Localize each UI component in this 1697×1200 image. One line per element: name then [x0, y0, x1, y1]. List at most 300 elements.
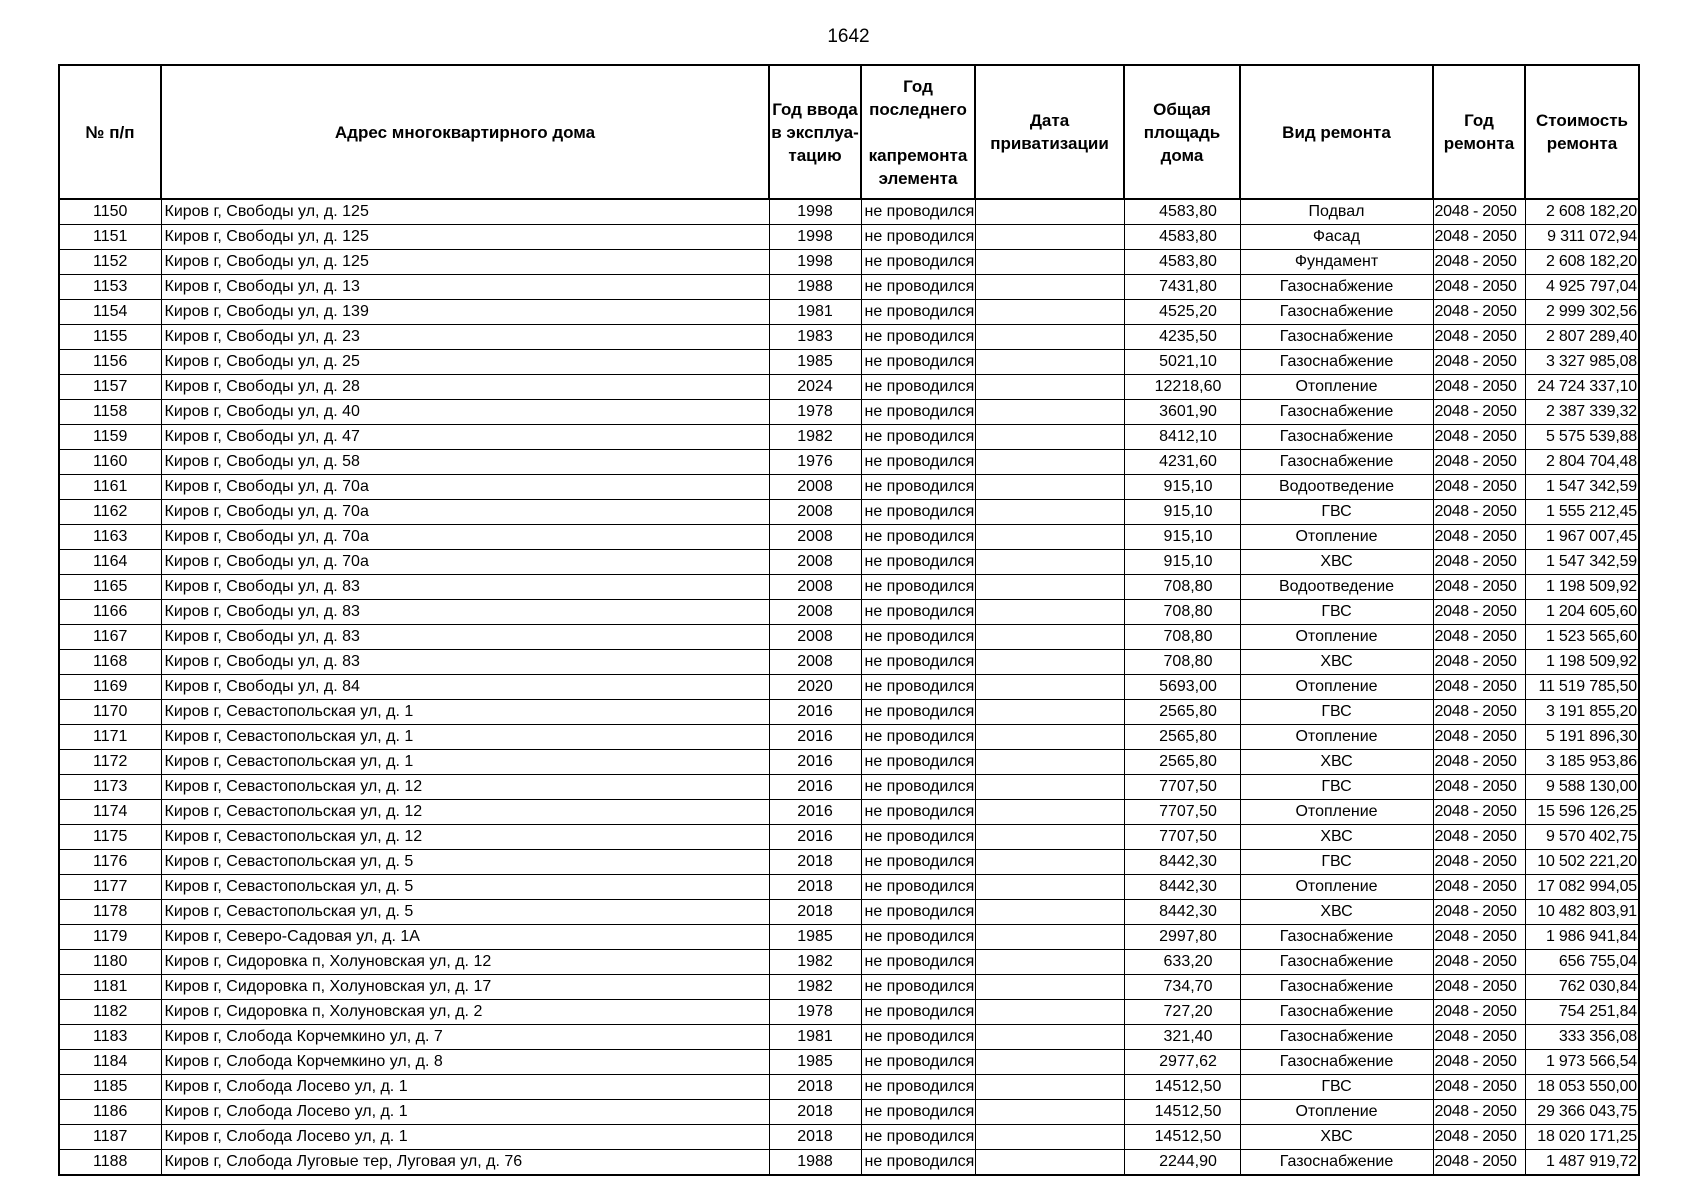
row-repair-year: 2048 - 2050	[1433, 775, 1525, 800]
row-area: 5693,00	[1124, 675, 1240, 700]
row-year-built: 1988	[769, 1150, 861, 1176]
row-cost: 18 053 550,00	[1525, 1075, 1639, 1100]
header-repair-year: Год ремонта	[1433, 65, 1525, 199]
row-last-repair: не проводился	[861, 575, 975, 600]
row-address: Киров г, Свободы ул, д. 58	[161, 450, 769, 475]
row-address: Киров г, Свободы ул, д. 125	[161, 250, 769, 275]
row-num: 1155	[59, 325, 161, 350]
row-privatization	[975, 375, 1124, 400]
row-num: 1186	[59, 1100, 161, 1125]
row-repair-type: ХВС	[1240, 1125, 1433, 1150]
row-repair-year: 2048 - 2050	[1433, 1150, 1525, 1176]
table-row	[59, 350, 1639, 375]
row-area: 321,40	[1124, 1025, 1240, 1050]
row-address: Киров г, Слобода Корчемкино ул, д. 8	[161, 1050, 769, 1075]
row-num: 1177	[59, 875, 161, 900]
row-address: Киров г, Севастопольская ул, д. 5	[161, 875, 769, 900]
row-repair-type: ГВС	[1240, 600, 1433, 625]
table-row	[59, 550, 1639, 575]
row-num: 1175	[59, 825, 161, 850]
table-row	[59, 375, 1639, 400]
row-repair-year: 2048 - 2050	[1433, 900, 1525, 925]
row-repair-year: 2048 - 2050	[1433, 300, 1525, 325]
row-repair-year: 2048 - 2050	[1433, 350, 1525, 375]
row-address: Киров г, Севастопольская ул, д. 5	[161, 900, 769, 925]
row-cost: 3 327 985,08	[1525, 350, 1639, 375]
row-cost: 1 967 007,45	[1525, 525, 1639, 550]
row-num: 1156	[59, 350, 161, 375]
row-repair-type: Газоснабжение	[1240, 1050, 1433, 1075]
row-cost: 1 986 941,84	[1525, 925, 1639, 950]
table-row	[59, 700, 1639, 725]
row-repair-year: 2048 - 2050	[1433, 199, 1525, 225]
row-privatization	[975, 275, 1124, 300]
row-cost: 1 198 509,92	[1525, 575, 1639, 600]
row-area: 2565,80	[1124, 750, 1240, 775]
row-last-repair: не проводился	[861, 1150, 975, 1176]
row-repair-year: 2048 - 2050	[1433, 850, 1525, 875]
row-year-built: 2018	[769, 900, 861, 925]
row-repair-year: 2048 - 2050	[1433, 1075, 1525, 1100]
row-cost: 4 925 797,04	[1525, 275, 1639, 300]
row-privatization	[975, 1025, 1124, 1050]
row-cost: 24 724 337,10	[1525, 375, 1639, 400]
row-privatization	[975, 500, 1124, 525]
row-last-repair: не проводился	[861, 1100, 975, 1125]
row-repair-type: Газоснабжение	[1240, 975, 1433, 1000]
row-year-built: 2008	[769, 575, 861, 600]
row-address: Киров г, Северо-Садовая ул, д. 1А	[161, 925, 769, 950]
table-row	[59, 250, 1639, 275]
row-area: 915,10	[1124, 500, 1240, 525]
table-row	[59, 500, 1639, 525]
header-area: Общая площадь дома	[1124, 65, 1240, 199]
row-privatization	[975, 400, 1124, 425]
row-address: Киров г, Свободы ул, д. 25	[161, 350, 769, 375]
row-area: 4235,50	[1124, 325, 1240, 350]
row-repair-year: 2048 - 2050	[1433, 875, 1525, 900]
header-num: № п/п	[59, 65, 161, 199]
row-last-repair: не проводился	[861, 225, 975, 250]
row-area: 8442,30	[1124, 900, 1240, 925]
row-cost: 3 191 855,20	[1525, 700, 1639, 725]
row-area: 7431,80	[1124, 275, 1240, 300]
row-repair-year: 2048 - 2050	[1433, 800, 1525, 825]
row-repair-type: Отопление	[1240, 1100, 1433, 1125]
row-num: 1151	[59, 225, 161, 250]
table-row	[59, 225, 1639, 250]
row-repair-type: Газоснабжение	[1240, 1025, 1433, 1050]
row-repair-type: Газоснабжение	[1240, 300, 1433, 325]
row-repair-type: Отопление	[1240, 800, 1433, 825]
row-repair-year: 2048 - 2050	[1433, 275, 1525, 300]
row-cost: 10 502 221,20	[1525, 850, 1639, 875]
row-num: 1154	[59, 300, 161, 325]
row-cost: 1 547 342,59	[1525, 550, 1639, 575]
row-repair-year: 2048 - 2050	[1433, 1050, 1525, 1075]
row-cost: 17 082 994,05	[1525, 875, 1639, 900]
table-row	[59, 975, 1639, 1000]
row-num: 1174	[59, 800, 161, 825]
row-repair-year: 2048 - 2050	[1433, 1000, 1525, 1025]
row-privatization	[975, 650, 1124, 675]
row-year-built: 2008	[769, 600, 861, 625]
row-last-repair: не проводился	[861, 400, 975, 425]
row-num: 1188	[59, 1150, 161, 1176]
row-repair-year: 2048 - 2050	[1433, 325, 1525, 350]
row-num: 1163	[59, 525, 161, 550]
row-repair-year: 2048 - 2050	[1433, 750, 1525, 775]
table-header-row	[59, 65, 1639, 199]
row-privatization	[975, 850, 1124, 875]
row-address: Киров г, Свободы ул, д. 70а	[161, 550, 769, 575]
row-area: 915,10	[1124, 525, 1240, 550]
row-cost: 656 755,04	[1525, 950, 1639, 975]
row-repair-year: 2048 - 2050	[1433, 425, 1525, 450]
row-year-built: 1998	[769, 199, 861, 225]
row-repair-type: Отопление	[1240, 625, 1433, 650]
table-row	[59, 400, 1639, 425]
row-year-built: 2020	[769, 675, 861, 700]
row-repair-type: ХВС	[1240, 650, 1433, 675]
row-year-built: 1978	[769, 1000, 861, 1025]
row-year-built: 1985	[769, 925, 861, 950]
row-address: Киров г, Слобода Лосево ул, д. 1	[161, 1075, 769, 1100]
row-area: 727,20	[1124, 1000, 1240, 1025]
row-address: Киров г, Сидоровка п, Холуновская ул, д. 12	[161, 950, 769, 975]
row-last-repair: не проводился	[861, 1125, 975, 1150]
row-area: 14512,50	[1124, 1100, 1240, 1125]
row-year-built: 2016	[769, 700, 861, 725]
row-cost: 29 366 043,75	[1525, 1100, 1639, 1125]
row-repair-year: 2048 - 2050	[1433, 250, 1525, 275]
row-repair-year: 2048 - 2050	[1433, 550, 1525, 575]
row-area: 708,80	[1124, 575, 1240, 600]
row-year-built: 2018	[769, 1100, 861, 1125]
row-year-built: 2018	[769, 1125, 861, 1150]
row-last-repair: не проводился	[861, 600, 975, 625]
row-year-built: 2016	[769, 775, 861, 800]
table-row	[59, 650, 1639, 675]
row-last-repair: не проводился	[861, 525, 975, 550]
row-repair-year: 2048 - 2050	[1433, 625, 1525, 650]
table-row	[59, 1075, 1639, 1100]
table-row	[59, 475, 1639, 500]
table-row	[59, 425, 1639, 450]
row-address: Киров г, Свободы ул, д. 83	[161, 650, 769, 675]
row-num: 1169	[59, 675, 161, 700]
table-row	[59, 575, 1639, 600]
row-num: 1157	[59, 375, 161, 400]
row-num: 1164	[59, 550, 161, 575]
table-row	[59, 450, 1639, 475]
row-year-built: 1976	[769, 450, 861, 475]
row-cost: 9 588 130,00	[1525, 775, 1639, 800]
row-last-repair: не проводился	[861, 350, 975, 375]
row-cost: 1 547 342,59	[1525, 475, 1639, 500]
row-privatization	[975, 825, 1124, 850]
row-privatization	[975, 575, 1124, 600]
row-privatization	[975, 1150, 1124, 1176]
row-last-repair: не проводился	[861, 925, 975, 950]
row-privatization	[975, 250, 1124, 275]
row-repair-type: ГВС	[1240, 500, 1433, 525]
row-area: 2565,80	[1124, 725, 1240, 750]
row-address: Киров г, Свободы ул, д. 23	[161, 325, 769, 350]
row-repair-type: ГВС	[1240, 700, 1433, 725]
table-row	[59, 1100, 1639, 1125]
row-year-built: 2008	[769, 525, 861, 550]
row-address: Киров г, Свободы ул, д. 70а	[161, 475, 769, 500]
row-repair-type: Газоснабжение	[1240, 425, 1433, 450]
row-cost: 1 555 212,45	[1525, 500, 1639, 525]
row-privatization	[975, 725, 1124, 750]
row-repair-year: 2048 - 2050	[1433, 525, 1525, 550]
table-row	[59, 725, 1639, 750]
row-privatization	[975, 950, 1124, 975]
table-row	[59, 275, 1639, 300]
row-cost: 15 596 126,25	[1525, 800, 1639, 825]
row-num: 1168	[59, 650, 161, 675]
row-year-built: 1988	[769, 275, 861, 300]
row-repair-year: 2048 - 2050	[1433, 1125, 1525, 1150]
row-privatization	[975, 350, 1124, 375]
row-last-repair: не проводился	[861, 1050, 975, 1075]
row-address: Киров г, Свободы ул, д. 70а	[161, 500, 769, 525]
row-privatization	[975, 600, 1124, 625]
row-year-built: 1982	[769, 425, 861, 450]
row-repair-year: 2048 - 2050	[1433, 825, 1525, 850]
row-cost: 1 198 509,92	[1525, 650, 1639, 675]
row-year-built: 1981	[769, 300, 861, 325]
row-cost: 2 807 289,40	[1525, 325, 1639, 350]
row-last-repair: не проводился	[861, 700, 975, 725]
table-row	[59, 199, 1639, 225]
row-cost: 5 191 896,30	[1525, 725, 1639, 750]
row-last-repair: не проводился	[861, 500, 975, 525]
row-repair-year: 2048 - 2050	[1433, 950, 1525, 975]
row-last-repair: не проводился	[861, 650, 975, 675]
row-year-built: 2018	[769, 850, 861, 875]
row-num: 1182	[59, 1000, 161, 1025]
row-repair-type: Газоснабжение	[1240, 1000, 1433, 1025]
row-cost: 1 204 605,60	[1525, 600, 1639, 625]
row-last-repair: не проводился	[861, 450, 975, 475]
header-last-repair-line1: Год последнего	[869, 76, 967, 119]
header-cost: Стоимость ремонта	[1525, 65, 1639, 199]
row-area: 2997,80	[1124, 925, 1240, 950]
row-privatization	[975, 1050, 1124, 1075]
row-cost: 1 523 565,60	[1525, 625, 1639, 650]
row-area: 3601,90	[1124, 400, 1240, 425]
row-year-built: 1998	[769, 225, 861, 250]
row-repair-type: Газоснабжение	[1240, 325, 1433, 350]
row-repair-year: 2048 - 2050	[1433, 225, 1525, 250]
row-num: 1162	[59, 500, 161, 525]
row-cost: 9 570 402,75	[1525, 825, 1639, 850]
row-num: 1171	[59, 725, 161, 750]
row-last-repair: не проводился	[861, 750, 975, 775]
row-privatization	[975, 1100, 1124, 1125]
row-num: 1184	[59, 1050, 161, 1075]
row-repair-type: Газоснабжение	[1240, 450, 1433, 475]
row-num: 1183	[59, 1025, 161, 1050]
row-area: 5021,10	[1124, 350, 1240, 375]
row-repair-type: ХВС	[1240, 825, 1433, 850]
row-privatization	[975, 300, 1124, 325]
row-year-built: 2016	[769, 800, 861, 825]
row-num: 1165	[59, 575, 161, 600]
row-repair-year: 2048 - 2050	[1433, 475, 1525, 500]
row-area: 708,80	[1124, 625, 1240, 650]
table-row	[59, 300, 1639, 325]
row-privatization	[975, 1075, 1124, 1100]
row-cost: 3 185 953,86	[1525, 750, 1639, 775]
row-privatization	[975, 525, 1124, 550]
row-num: 1178	[59, 900, 161, 925]
row-address: Киров г, Свободы ул, д. 70а	[161, 525, 769, 550]
row-privatization	[975, 625, 1124, 650]
row-repair-year: 2048 - 2050	[1433, 925, 1525, 950]
row-last-repair: не проводился	[861, 825, 975, 850]
table-row	[59, 900, 1639, 925]
row-num: 1150	[59, 199, 161, 225]
row-num: 1158	[59, 400, 161, 425]
row-address: Киров г, Севастопольская ул, д. 1	[161, 725, 769, 750]
row-num: 1173	[59, 775, 161, 800]
row-repair-type: Газоснабжение	[1240, 950, 1433, 975]
row-repair-year: 2048 - 2050	[1433, 600, 1525, 625]
row-num: 1179	[59, 925, 161, 950]
row-num: 1180	[59, 950, 161, 975]
row-year-built: 1982	[769, 950, 861, 975]
row-area: 14512,50	[1124, 1075, 1240, 1100]
row-cost: 754 251,84	[1525, 1000, 1639, 1025]
row-privatization	[975, 875, 1124, 900]
row-privatization	[975, 800, 1124, 825]
row-cost: 762 030,84	[1525, 975, 1639, 1000]
header-address: Адрес многоквартирного дома	[161, 65, 769, 199]
row-num: 1172	[59, 750, 161, 775]
row-privatization	[975, 675, 1124, 700]
row-year-built: 2016	[769, 750, 861, 775]
row-privatization	[975, 225, 1124, 250]
row-year-built: 2018	[769, 875, 861, 900]
row-area: 7707,50	[1124, 775, 1240, 800]
row-repair-year: 2048 - 2050	[1433, 650, 1525, 675]
row-cost: 2 804 704,48	[1525, 450, 1639, 475]
row-address: Киров г, Свободы ул, д. 125	[161, 199, 769, 225]
row-year-built: 1985	[769, 1050, 861, 1075]
row-privatization	[975, 1000, 1124, 1025]
row-privatization	[975, 325, 1124, 350]
row-last-repair: не проводился	[861, 775, 975, 800]
row-cost: 11 519 785,50	[1525, 675, 1639, 700]
row-area: 4583,80	[1124, 225, 1240, 250]
row-repair-year: 2048 - 2050	[1433, 375, 1525, 400]
row-year-built: 2016	[769, 825, 861, 850]
table-row	[59, 750, 1639, 775]
row-repair-year: 2048 - 2050	[1433, 450, 1525, 475]
row-year-built: 1982	[769, 975, 861, 1000]
row-privatization	[975, 775, 1124, 800]
row-area: 8442,30	[1124, 875, 1240, 900]
row-area: 708,80	[1124, 650, 1240, 675]
row-area: 8412,10	[1124, 425, 1240, 450]
row-last-repair: не проводился	[861, 325, 975, 350]
row-last-repair: не проводился	[861, 425, 975, 450]
row-address: Киров г, Свободы ул, д. 83	[161, 600, 769, 625]
row-last-repair: не проводился	[861, 975, 975, 1000]
row-year-built: 1981	[769, 1025, 861, 1050]
row-last-repair: не проводился	[861, 1000, 975, 1025]
row-repair-type: Отопление	[1240, 725, 1433, 750]
row-last-repair: не проводился	[861, 1025, 975, 1050]
row-privatization	[975, 475, 1124, 500]
row-repair-type: Подвал	[1240, 199, 1433, 225]
row-num: 1167	[59, 625, 161, 650]
row-last-repair: не проводился	[861, 950, 975, 975]
row-year-built: 2024	[769, 375, 861, 400]
row-area: 7707,50	[1124, 825, 1240, 850]
row-repair-year: 2048 - 2050	[1433, 675, 1525, 700]
row-num: 1176	[59, 850, 161, 875]
row-repair-type: Отопление	[1240, 525, 1433, 550]
row-privatization	[975, 750, 1124, 775]
row-cost: 5 575 539,88	[1525, 425, 1639, 450]
row-year-built: 2008	[769, 550, 861, 575]
row-privatization	[975, 199, 1124, 225]
row-address: Киров г, Сидоровка п, Холуновская ул, д. 2	[161, 1000, 769, 1025]
row-num: 1161	[59, 475, 161, 500]
row-last-repair: не проводился	[861, 275, 975, 300]
row-year-built: 1978	[769, 400, 861, 425]
row-repair-type: Газоснабжение	[1240, 275, 1433, 300]
table-body	[59, 199, 1639, 1175]
row-privatization	[975, 450, 1124, 475]
table-row	[59, 1025, 1639, 1050]
row-address: Киров г, Севастопольская ул, д. 12	[161, 825, 769, 850]
row-privatization	[975, 900, 1124, 925]
table-row	[59, 825, 1639, 850]
row-year-built: 1983	[769, 325, 861, 350]
row-area: 915,10	[1124, 475, 1240, 500]
row-last-repair: не проводился	[861, 850, 975, 875]
row-last-repair: не проводился	[861, 1075, 975, 1100]
row-last-repair: не проводился	[861, 725, 975, 750]
row-cost: 9 311 072,94	[1525, 225, 1639, 250]
row-area: 4525,20	[1124, 300, 1240, 325]
row-year-built: 2008	[769, 650, 861, 675]
row-privatization	[975, 550, 1124, 575]
row-repair-type: Отопление	[1240, 875, 1433, 900]
row-year-built: 2008	[769, 500, 861, 525]
row-address: Киров г, Севастопольская ул, д. 1	[161, 750, 769, 775]
row-year-built: 1985	[769, 350, 861, 375]
row-repair-type: ХВС	[1240, 750, 1433, 775]
row-address: Киров г, Свободы ул, д. 139	[161, 300, 769, 325]
row-repair-year: 2048 - 2050	[1433, 1025, 1525, 1050]
row-last-repair: не проводился	[861, 900, 975, 925]
row-last-repair: не проводился	[861, 250, 975, 275]
table-row	[59, 675, 1639, 700]
row-repair-year: 2048 - 2050	[1433, 975, 1525, 1000]
row-area: 2977,62	[1124, 1050, 1240, 1075]
row-last-repair: не проводился	[861, 300, 975, 325]
row-num: 1159	[59, 425, 161, 450]
table-row	[59, 875, 1639, 900]
row-area: 12218,60	[1124, 375, 1240, 400]
